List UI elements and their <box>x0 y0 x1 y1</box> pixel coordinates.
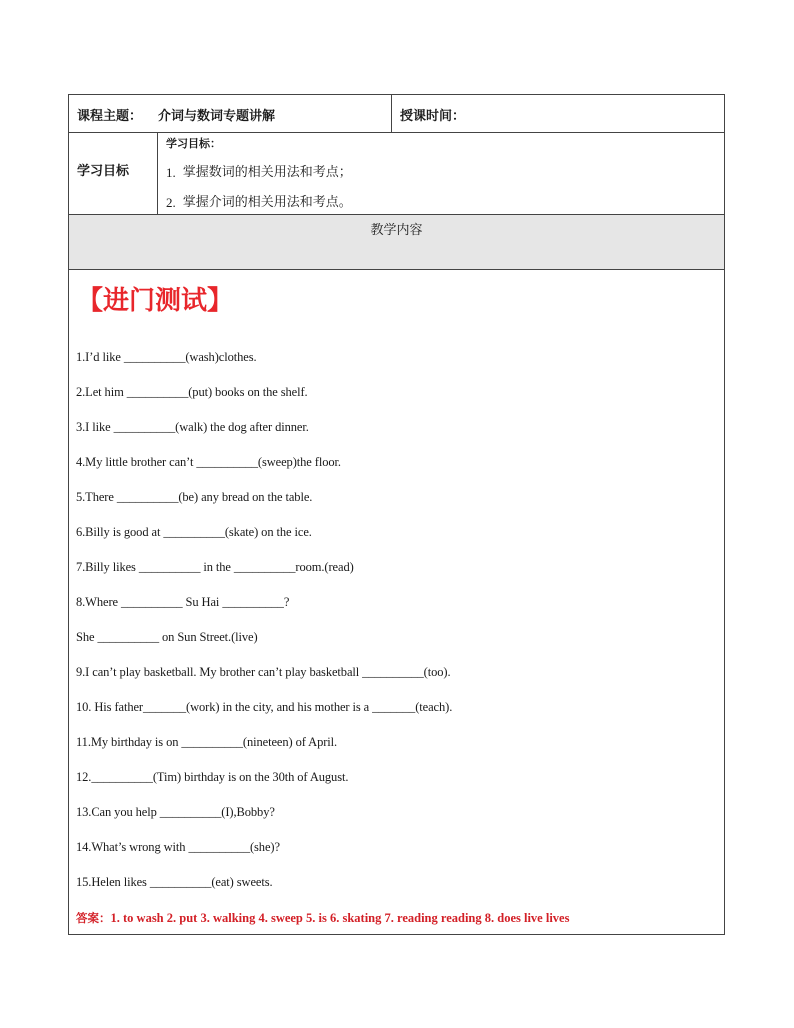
goal-item-number: 2. <box>166 195 176 210</box>
question-item: She __________ on Sun Street.(live) <box>76 630 258 644</box>
answer-text: 1. to wash 2. put 3. walking 4. sweep 5. is 6. skating 7. reading reading 8. does live lives <box>110 911 570 925</box>
test-section <box>69 270 724 934</box>
answer-key <box>76 910 569 926</box>
question-item: 10. His father_______(work) in the city, and his mother is a _______(teach). <box>76 700 453 714</box>
question-item: 4.My little brother can’t __________(sweep)the floor. <box>76 455 341 469</box>
question-item: 1.I’d like __________(wash)clothes. <box>76 350 257 364</box>
answer-label: 答案： <box>76 911 111 925</box>
topic-value: 介词与数词专题讲解 <box>158 109 276 124</box>
time-cell <box>392 95 724 132</box>
goal-item <box>166 189 724 219</box>
goal-item-text: 掌握数词的相关用法和考点； <box>182 165 352 180</box>
question-item: 7.Billy likes __________ in the __________room.(read) <box>76 560 354 574</box>
goal-item <box>166 159 724 189</box>
question-item: 8.Where __________ Su Hai __________? <box>76 595 290 609</box>
lesson-sheet <box>68 94 725 935</box>
test-title: 【进门测试】 <box>77 286 234 316</box>
question-item: 9.I can’t play basketball. My brother can’t play basketball __________(too). <box>76 665 451 679</box>
question-list <box>76 350 714 910</box>
question-item: 11.My birthday is on __________(nineteen) of April. <box>76 735 338 749</box>
question-item: 5.There __________(be) any bread on the table. <box>76 490 313 504</box>
content-heading-row <box>69 215 724 270</box>
content-heading: 教学内容 <box>370 223 423 238</box>
goals-body <box>158 133 724 214</box>
time-label: 授课时间： <box>400 109 466 124</box>
goal-item-text: 掌握介词的相关用法和考点。 <box>182 195 352 210</box>
question-item: 15.Helen likes __________(eat) sweets. <box>76 875 273 889</box>
goals-label: 学习目标 <box>69 133 158 214</box>
topic-label: 课程主题： <box>77 109 143 124</box>
topic-row <box>69 95 724 133</box>
question-item: 12.__________(Tim) birthday is on the 30th of August. <box>76 770 349 784</box>
question-item: 3.I like __________(walk) the dog after dinner. <box>76 420 309 434</box>
goals-title: 学习目标： <box>166 137 221 150</box>
question-item: 14.What’s wrong with __________(she)? <box>76 840 280 854</box>
goals-row <box>69 133 724 215</box>
topic-cell <box>69 95 392 132</box>
question-item: 13.Can you help __________(I),Bobby? <box>76 805 275 819</box>
question-item: 6.Billy is good at __________(skate) on the ice. <box>76 525 312 539</box>
goal-item-number: 1. <box>166 165 176 180</box>
question-item: 2.Let him __________(put) books on the shelf. <box>76 385 308 399</box>
